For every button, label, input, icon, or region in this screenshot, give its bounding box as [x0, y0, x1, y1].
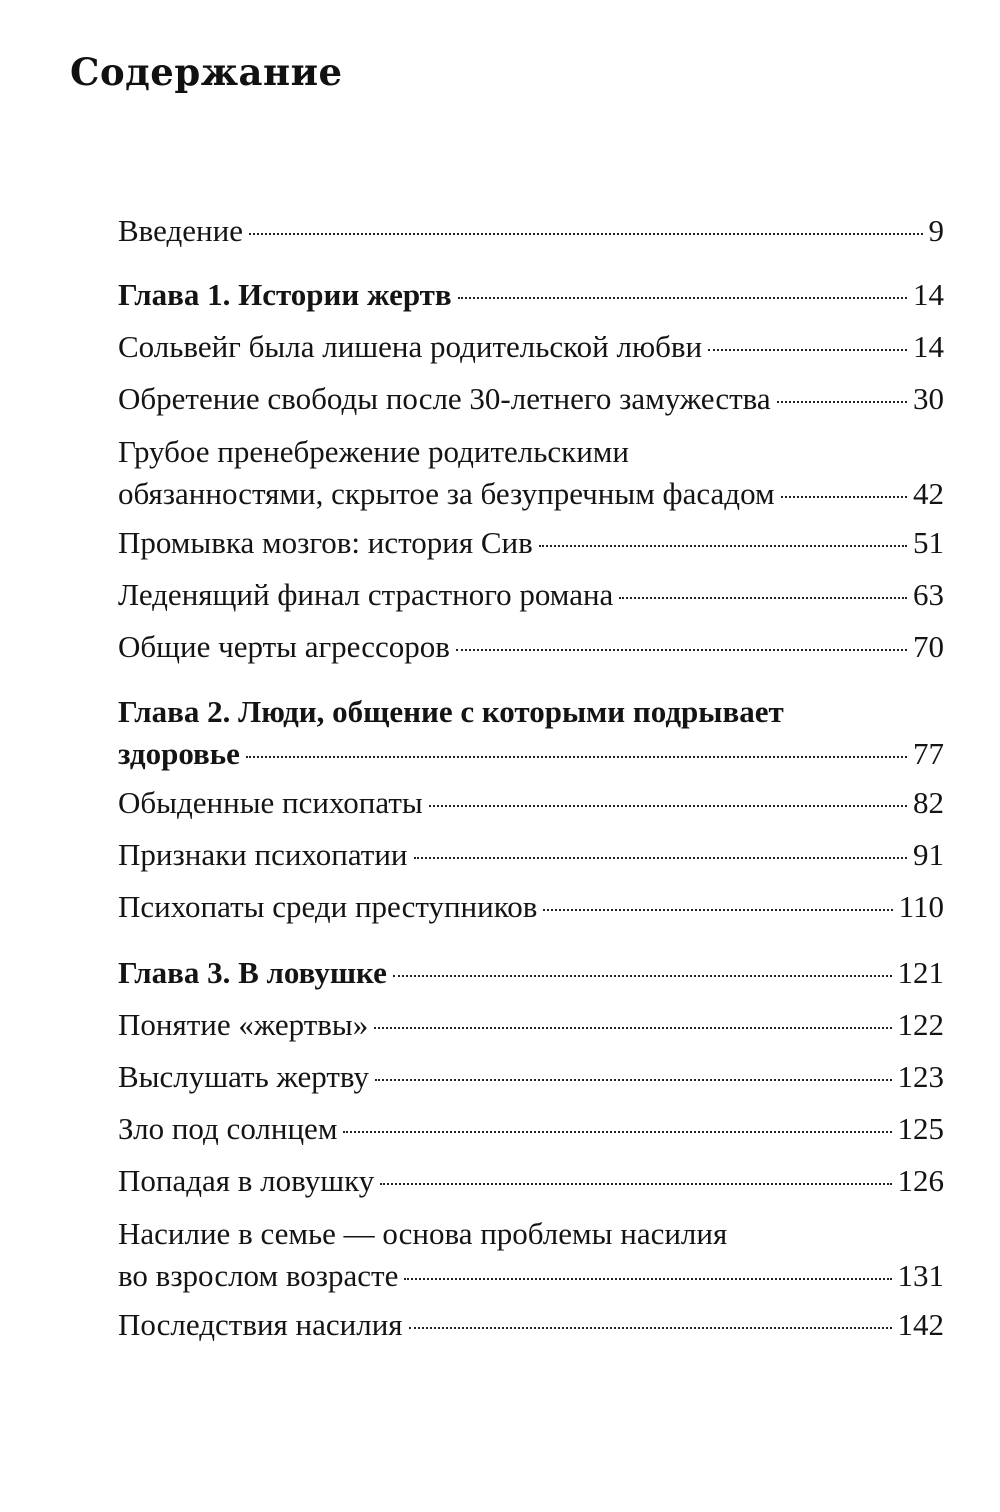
toc-entry-label-line2: обязанностями, скрытое за безупречным фасадом	[118, 476, 775, 511]
dot-leader	[246, 756, 907, 758]
toc-entry-introduction	[118, 205, 944, 257]
toc-entry-label: Глава 3. В ловушке	[118, 955, 387, 990]
page-title: Содержание	[70, 50, 343, 94]
dot-leader	[343, 1131, 891, 1133]
dot-leader	[708, 349, 907, 351]
toc-entry-label: Зло под солнцем	[118, 1111, 338, 1146]
toc-entry-page: 123	[897, 1059, 944, 1094]
toc-entry-page: 82	[913, 785, 944, 820]
toc-entry-label: Глава 1. Истории жертв	[118, 277, 452, 312]
toc-entry-label: Последствия насилия	[118, 1307, 403, 1342]
toc-entry-page: 63	[913, 577, 944, 612]
toc-entry-page: 30	[913, 381, 944, 416]
dot-leader	[414, 857, 907, 859]
toc-entry-page: 142	[897, 1307, 944, 1342]
toc-entry-label: Обыденные психопаты	[118, 785, 423, 820]
toc-entry	[118, 1051, 944, 1103]
dot-leader	[380, 1183, 891, 1185]
toc-entry	[118, 621, 944, 673]
toc-entry-label: Общие черты агрессоров	[118, 629, 450, 664]
dot-leader	[777, 401, 907, 403]
toc-entry-label: Промывка мозгов: история Сив	[118, 525, 533, 560]
toc-chapter-label-line2: здоровье	[118, 736, 240, 771]
toc-chapter-3	[118, 947, 944, 999]
toc-entry-page: 77	[913, 736, 944, 771]
toc-entry-line2	[118, 471, 944, 517]
toc-entry	[118, 881, 944, 933]
dot-leader	[374, 1027, 891, 1029]
dot-leader	[458, 297, 907, 299]
toc-entry-multiline	[118, 1207, 944, 1299]
dot-leader	[249, 233, 923, 235]
toc-chapter-line2	[118, 731, 944, 777]
toc-entry	[118, 999, 944, 1051]
toc-entry	[118, 777, 944, 829]
toc-entry-label: Признаки психопатии	[118, 837, 408, 872]
toc-entry-page: 70	[913, 629, 944, 664]
toc-entry-page: 51	[913, 525, 944, 560]
toc-entry-page: 110	[898, 889, 944, 924]
toc-entry-label: Введение	[118, 213, 243, 248]
toc-entry-page: 14	[913, 277, 944, 312]
toc-entry-line2	[118, 1253, 944, 1299]
dot-leader	[539, 545, 907, 547]
toc-entry	[118, 569, 944, 621]
toc-entry-page: 122	[897, 1007, 944, 1042]
toc-entry-page: 42	[913, 476, 944, 511]
toc-entry-label-line2: во взрослом возрасте	[118, 1258, 399, 1293]
toc-entry-page: 121	[897, 955, 944, 990]
toc-entry	[118, 517, 944, 569]
dot-leader	[619, 597, 907, 599]
dot-leader	[543, 909, 892, 911]
toc-entry	[118, 321, 944, 373]
toc-entry-page: 126	[897, 1163, 944, 1198]
dot-leader	[375, 1079, 892, 1081]
toc-entry	[118, 1103, 944, 1155]
dot-leader	[429, 805, 907, 807]
dot-leader	[393, 975, 892, 977]
dot-leader	[456, 649, 907, 651]
toc-entry	[118, 829, 944, 881]
toc-entry	[118, 1299, 944, 1351]
dot-leader	[409, 1327, 892, 1329]
dot-leader	[404, 1278, 891, 1280]
toc-entry-page: 131	[897, 1258, 944, 1293]
toc-entry-label: Попадая в ловушку	[118, 1163, 375, 1198]
toc-entry-page: 91	[913, 837, 944, 872]
toc-entry-label-line1: Грубое пренебрежение родительскими	[118, 434, 630, 469]
toc-entry-label: Леденящий финал страстного романа	[118, 577, 614, 612]
toc-entry-label: Психопаты среди преступников	[118, 889, 538, 924]
toc-chapter-2	[118, 673, 944, 777]
toc-entry	[118, 1155, 944, 1207]
dot-leader	[781, 496, 907, 498]
toc-entry-label: Обретение свободы после 30-летнего замужества	[118, 381, 771, 416]
toc-entry-page: 9	[928, 213, 944, 248]
toc-chapter-1	[118, 269, 944, 321]
toc-entry-label-line1: Насилие в семье — основа проблемы насилия	[118, 1216, 728, 1251]
toc-entry-label: Понятие «жертвы»	[118, 1007, 369, 1042]
toc-entry-label: Сольвейг была лишена родительской любви	[118, 329, 703, 364]
toc-chapter-label-line1: Глава 2. Люди, общение с которыми подрывает	[118, 694, 784, 729]
table-of-contents	[118, 205, 944, 1351]
toc-entry	[118, 373, 944, 425]
toc-entry-multiline	[118, 425, 944, 517]
toc-entry-page: 125	[897, 1111, 944, 1146]
toc-entry-page: 14	[913, 329, 944, 364]
toc-entry-label: Выслушать жертву	[118, 1059, 369, 1094]
